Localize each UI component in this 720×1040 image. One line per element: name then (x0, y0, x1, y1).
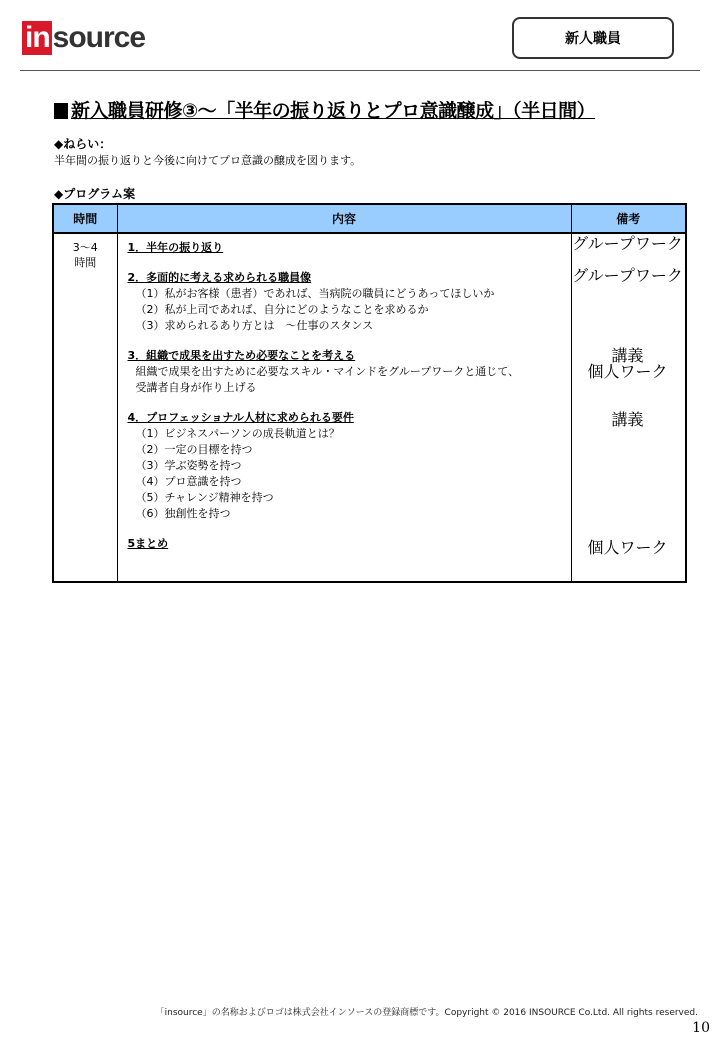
audience-tag: 新人職員 (512, 17, 674, 59)
section-title: 5まとめ (127, 537, 169, 550)
section-5 (128, 536, 563, 552)
notes-cell (571, 233, 686, 582)
section-line: （2）私が上司であれば、自分にどのようなことを求めるか (135, 303, 429, 316)
time-cell (53, 233, 117, 582)
section-2 (128, 270, 563, 334)
note-section-4: 講義 (611, 410, 644, 429)
note-section-3a: 講義 (611, 346, 644, 365)
content-cell (117, 233, 571, 582)
section-line: （5）チャレンジ精神を持つ (135, 491, 274, 504)
note-section-5: 個人ワーク (587, 538, 668, 557)
time-unit: 時間 (74, 256, 97, 269)
note-section-2: グループワーク (572, 266, 683, 285)
section-line: （1）ビジネスパーソンの成長軌道とは？ (135, 427, 340, 440)
square-bullet-icon (54, 103, 68, 119)
section-title: 2．多面的に考える求められる職員像 (127, 271, 312, 284)
note-section-1: グループワーク (572, 234, 683, 253)
copyright-footer: 「insource」の名称およびロゴは株式会社インソースの登録商標です。Copyright © 2016 INSOURCE Co.Ltd. All rights reserved. (155, 1008, 698, 1018)
section-line: 受講者自身が作り上げる (135, 381, 257, 394)
section-line: （4）プロ意識を持つ (135, 475, 242, 488)
section-title: 1．半年の振り返り (127, 241, 224, 254)
column-header-time: 時間 (53, 204, 117, 233)
section-line: 組織で成果を出すために必要なスキル・マインドをグループワークと通じて、 (135, 365, 520, 378)
section-1 (128, 240, 563, 256)
section-3 (128, 348, 563, 396)
note-section-3b: 個人ワーク (587, 362, 668, 381)
section-4 (128, 410, 563, 522)
logo-source: source (52, 21, 146, 54)
time-value: 3～4 (72, 241, 98, 254)
section-line: （3）学ぶ姿勢を持つ (135, 459, 242, 472)
program-heading: ◆プログラム案 (54, 187, 136, 201)
insource-logo (22, 20, 145, 56)
page-title (54, 96, 595, 123)
aim-text: 半年間の振り返りと今後に向けてプロ意識の醸成を図ります。 (54, 154, 362, 167)
column-header-notes: 備考 (571, 204, 686, 233)
section-line: （3）求められるあり方とは ～仕事のスタンス (135, 319, 374, 332)
table-header-row (53, 204, 686, 233)
table-row (53, 233, 686, 582)
section-line: （1）私がお客様（患者）であれば、当病院の職員にどうあってほしいか (135, 287, 495, 300)
section-title: 3．組織で成果を出すため必要なことを考える (127, 349, 356, 362)
page-title-text: 新入職員研修③～「半年の振り返りとプロ意識醸成」（半日間） (71, 100, 596, 122)
page-number: 10 (692, 1020, 710, 1036)
section-title: 4．プロフェッショナル人材に求められる要件 (127, 411, 354, 424)
aim-heading: ◆ねらい： (54, 137, 112, 151)
column-header-content: 内容 (117, 204, 571, 233)
program-table (52, 203, 687, 583)
section-line: （2）一定の目標を持つ (135, 443, 253, 456)
header-divider (20, 70, 700, 71)
logo-in: in (22, 21, 52, 55)
section-line: （6）独創性を持つ (135, 507, 231, 520)
